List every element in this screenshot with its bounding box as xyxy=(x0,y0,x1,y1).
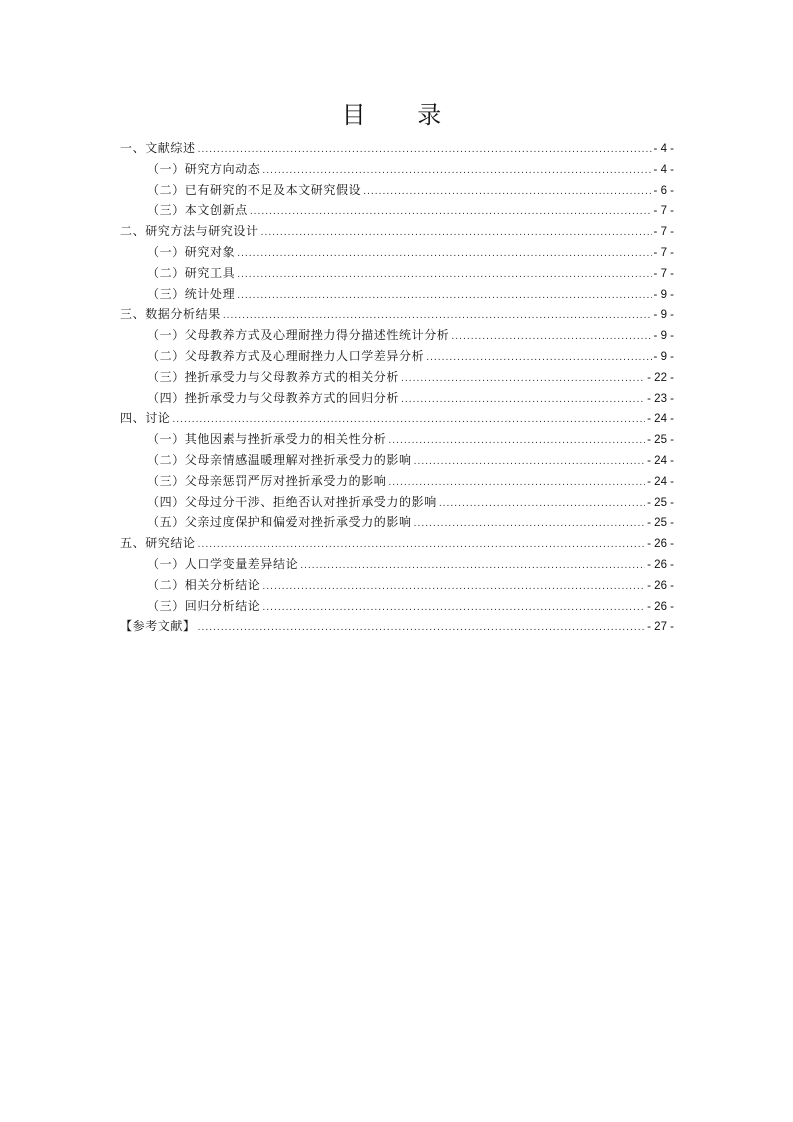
toc-entry-label: （三）回归分析结论 xyxy=(147,598,261,613)
toc-entry[interactable] xyxy=(120,180,674,201)
toc-dot-leader xyxy=(198,140,652,161)
toc-entry[interactable] xyxy=(120,367,674,388)
toc-dot-leader xyxy=(426,348,651,369)
toc-page-number: - 24 - xyxy=(647,454,674,467)
toc-entry[interactable] xyxy=(120,450,674,471)
toc-entry-label: （三）挫折承受力与父母教养方式的相关分析 xyxy=(147,369,400,384)
toc-entry-label: （二）相关分析结论 xyxy=(147,577,261,592)
toc-page-number: - 4 - xyxy=(653,163,674,176)
toc-page-number: - 25 - xyxy=(647,434,674,447)
toc-dot-leader xyxy=(363,182,651,203)
toc-dot-leader xyxy=(250,202,652,223)
toc-page-number: - 7 - xyxy=(653,205,674,218)
toc-entry[interactable] xyxy=(120,616,674,637)
toc-entry-label: （二）已有研究的不足及本文研究假设 xyxy=(147,182,362,197)
toc-dot-leader xyxy=(414,452,646,473)
toc-entry[interactable] xyxy=(120,221,674,242)
toc-entry-label: （二）父母亲情感温暖理解对挫折承受力的影响 xyxy=(147,452,412,467)
toc-entry[interactable] xyxy=(120,596,674,617)
toc-dot-leader xyxy=(300,556,645,577)
toc-entry[interactable] xyxy=(120,408,674,429)
toc-page-number: - 22 - xyxy=(647,371,674,384)
toc-dot-leader xyxy=(401,369,645,390)
toc-entry[interactable] xyxy=(120,242,674,263)
toc-entry[interactable] xyxy=(120,159,674,180)
toc-dot-leader xyxy=(223,306,652,327)
toc-page-number: - 9 - xyxy=(653,330,674,343)
toc-entry[interactable] xyxy=(120,575,674,596)
toc-entry[interactable] xyxy=(120,533,674,554)
toc-entry-label: （三）本文创新点 xyxy=(147,203,248,218)
toc-dot-leader xyxy=(237,244,651,265)
toc-entry[interactable] xyxy=(120,471,674,492)
toc-page-number: - 24 - xyxy=(647,413,674,426)
table-of-contents xyxy=(120,138,674,637)
toc-page-number: - 25 - xyxy=(647,496,674,509)
toc-page-number: - 4 - xyxy=(653,143,674,155)
toc-entry-label: （一）人口学变量差异结论 xyxy=(147,556,299,571)
toc-entry-label: （五）父亲过度保护和偏爱对挫折承受力的影响 xyxy=(147,515,412,530)
toc-page-number: - 26 - xyxy=(647,538,674,551)
toc-dot-leader xyxy=(388,431,645,452)
toc-entry-label: （一）其他因素与挫折承受力的相关性分析 xyxy=(147,432,387,447)
toc-page-number: - 9 - xyxy=(653,309,674,322)
toc-dot-leader xyxy=(262,598,645,619)
toc-entry-label: （四）父母过分干涉、拒绝否认对挫折承受力的影响 xyxy=(147,494,437,509)
toc-entry-label: 三、数据分析结果 xyxy=(120,307,221,322)
toc-page-number: - 26 - xyxy=(647,600,674,613)
toc-entry-label: （三）父母亲惩罚严厉对挫折承受力的影响 xyxy=(147,473,387,488)
toc-entry[interactable] xyxy=(120,138,674,159)
toc-dot-leader xyxy=(262,161,651,182)
toc-entry[interactable] xyxy=(120,200,674,221)
toc-page-number: - 25 - xyxy=(647,517,674,530)
toc-entry-label: 五、研究结论 xyxy=(120,536,196,551)
toc-page-number: - 7 - xyxy=(653,267,674,280)
toc-page-number: - 9 - xyxy=(653,288,674,301)
toc-dot-leader xyxy=(451,327,651,348)
toc-entry-label: 四、讨论 xyxy=(120,411,171,426)
toc-entry-label: （一）研究对象 xyxy=(147,244,236,259)
toc-page-number: - 23 - xyxy=(647,392,674,405)
toc-entry[interactable] xyxy=(120,512,674,533)
toc-page-number: - 24 - xyxy=(647,475,674,488)
toc-page-number: - 7 - xyxy=(653,246,674,259)
toc-entry-label: 一、文献综述 xyxy=(120,141,196,155)
toc-entry[interactable] xyxy=(120,554,674,575)
toc-entry[interactable] xyxy=(120,304,674,325)
toc-entry-label: （一）父母教养方式及心理耐挫力得分描述性统计分析 xyxy=(147,328,450,343)
toc-dot-leader xyxy=(172,410,645,431)
toc-entry[interactable] xyxy=(120,263,674,284)
toc-dot-leader xyxy=(388,473,645,494)
toc-entry[interactable] xyxy=(120,346,674,367)
toc-entry-label: （二）父母教养方式及心理耐挫力人口学差异分析 xyxy=(147,348,425,363)
toc-dot-leader xyxy=(237,286,651,307)
toc-page-number: - 27 - xyxy=(647,621,674,634)
toc-dot-leader xyxy=(414,514,646,535)
toc-entry[interactable] xyxy=(120,492,674,513)
toc-dot-leader xyxy=(261,223,652,244)
toc-dot-leader xyxy=(401,390,645,411)
toc-entry[interactable] xyxy=(120,325,674,346)
toc-dot-leader xyxy=(262,577,645,598)
toc-entry-label: 【参考文献】 xyxy=(120,619,196,634)
toc-dot-leader xyxy=(198,535,646,556)
toc-dot-leader xyxy=(439,494,645,515)
toc-page-number: - 26 - xyxy=(647,558,674,571)
toc-entry[interactable] xyxy=(120,429,674,450)
toc-entry-label: （二）研究工具 xyxy=(147,265,236,280)
toc-entry-label: （一）研究方向动态 xyxy=(147,161,261,176)
toc-page-number: - 6 - xyxy=(653,184,674,197)
toc-entry[interactable] xyxy=(120,388,674,409)
toc-entry-label: 二、研究方法与研究设计 xyxy=(120,224,259,239)
toc-entry-label: （三）统计处理 xyxy=(147,286,236,301)
toc-title: 目 录 xyxy=(341,101,464,129)
toc-dot-leader xyxy=(198,618,646,639)
toc-entry[interactable] xyxy=(120,284,674,305)
toc-page-number: - 9 - xyxy=(653,350,674,363)
toc-page-number: - 7 - xyxy=(653,226,674,239)
toc-dot-leader xyxy=(237,265,651,286)
toc-page-number: - 26 - xyxy=(647,579,674,592)
toc-entry-label: （四）挫折承受力与父母教养方式的回归分析 xyxy=(147,390,400,405)
